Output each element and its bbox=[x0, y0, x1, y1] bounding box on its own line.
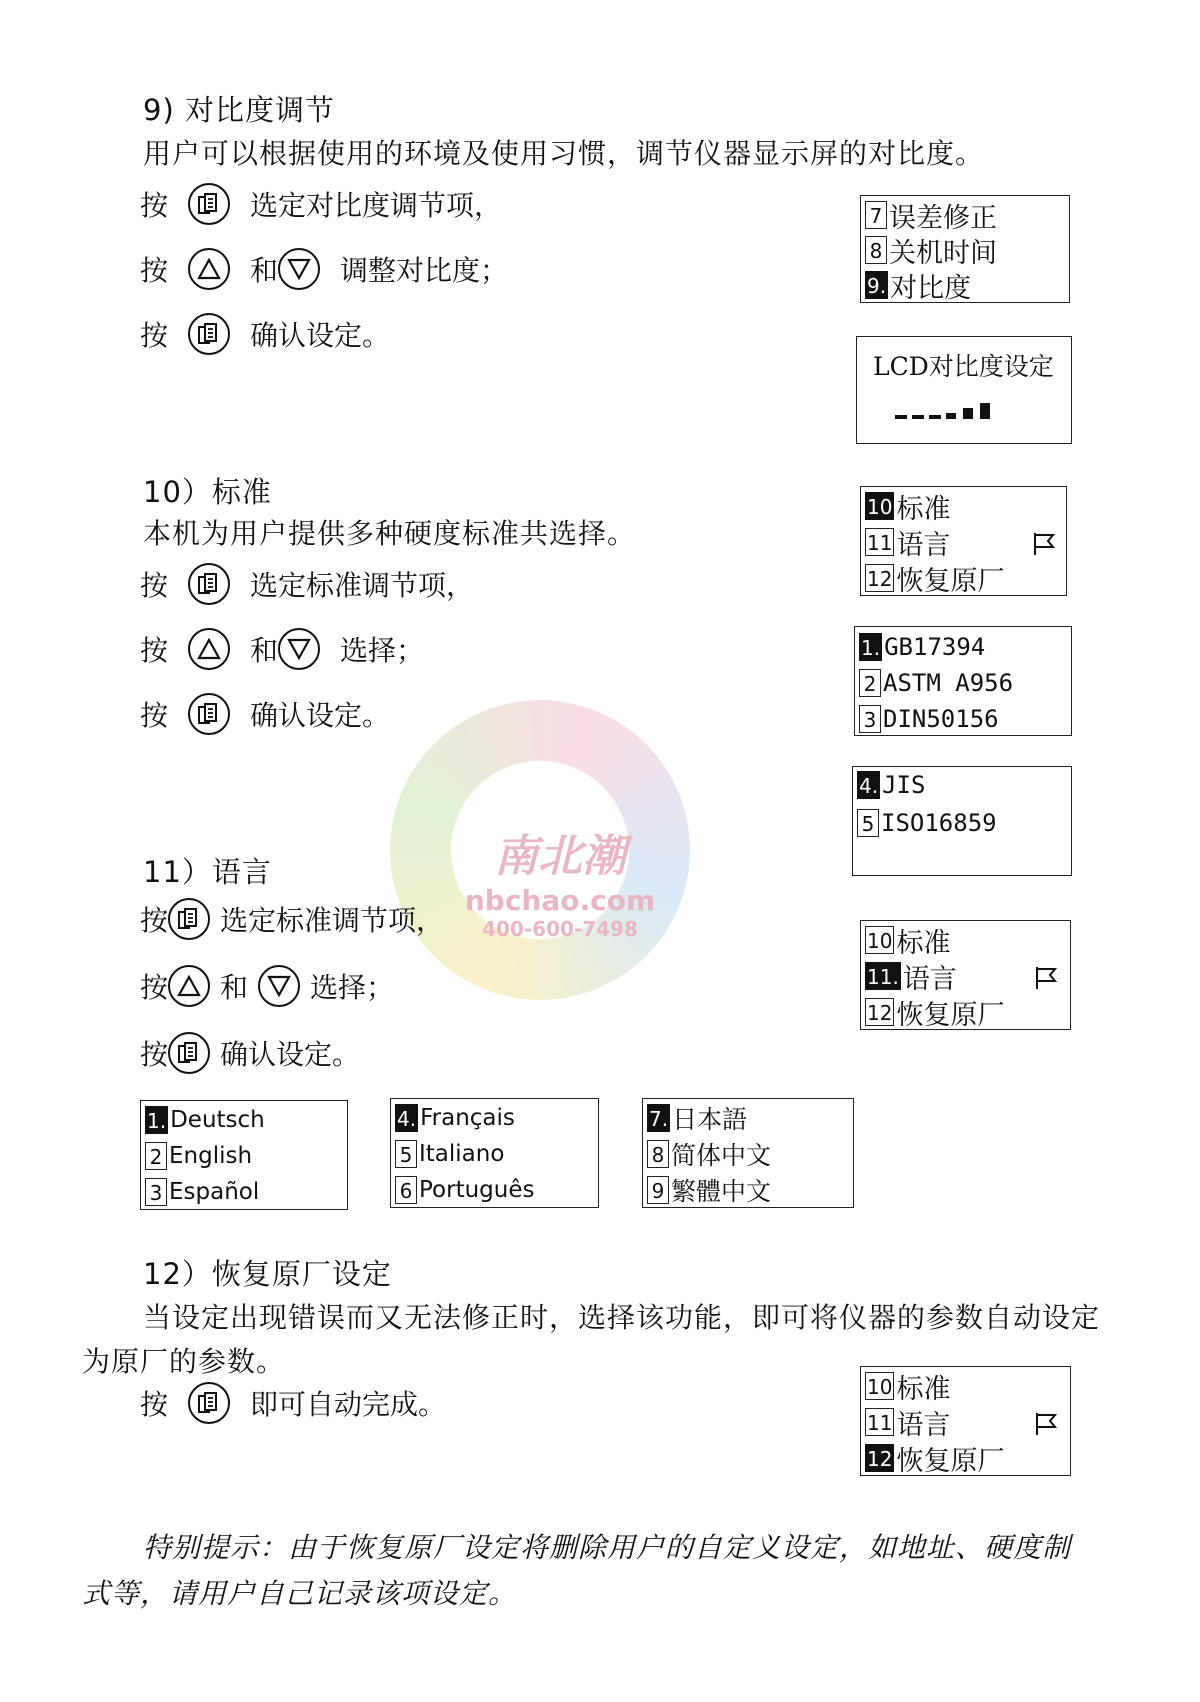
menu-label: 标准 bbox=[896, 1373, 951, 1405]
lcd-languages-page1 bbox=[140, 1100, 348, 1210]
sec12-step1 bbox=[140, 1382, 446, 1424]
standard-num: 1. bbox=[859, 633, 882, 661]
watermark-cn: 南北潮 bbox=[494, 831, 626, 882]
sec11-step3 bbox=[140, 1032, 360, 1074]
language-num: 3 bbox=[145, 1178, 167, 1206]
sec10-step1 bbox=[140, 563, 474, 605]
triangle-up-icon[interactable] bbox=[188, 628, 230, 670]
menu-num: 10 bbox=[865, 1372, 894, 1400]
language-num: 5 bbox=[395, 1140, 417, 1168]
flag-icon bbox=[1031, 531, 1057, 557]
lcd-menu-contrast bbox=[860, 195, 1070, 303]
lcd-standards-page1 bbox=[854, 626, 1072, 736]
sec9-intro: 用户可以根据使用的环境及使用习惯，调节仪器显示屏的对比度。 bbox=[143, 137, 985, 170]
sec9-step3 bbox=[140, 313, 390, 355]
menu-num: 12 bbox=[865, 564, 894, 592]
language-num: 1. bbox=[145, 1106, 168, 1134]
standard-label: GB17394 bbox=[884, 633, 986, 661]
standard-label: ISO16859 bbox=[881, 809, 997, 837]
lcd-menu-restore bbox=[860, 1366, 1071, 1476]
step-prefix: 按 bbox=[140, 569, 169, 602]
standard-num: 4. bbox=[857, 771, 880, 799]
language-num: 4. bbox=[395, 1104, 418, 1132]
language-row bbox=[145, 1104, 265, 1136]
language-row bbox=[647, 1174, 771, 1206]
menu-label: 标准 bbox=[896, 927, 951, 959]
language-row bbox=[145, 1176, 259, 1208]
language-row bbox=[647, 1102, 747, 1134]
sec9-step2 bbox=[140, 248, 508, 290]
step-prefix: 按 bbox=[140, 904, 169, 937]
menu-num: 10 bbox=[865, 926, 894, 954]
step-text: 选择； bbox=[310, 971, 395, 1004]
language-label: Italiano bbox=[419, 1141, 505, 1167]
special-note-line1: 特别提示：由于恢复原厂设定将删除用户的自定义设定，如地址、硬度制 bbox=[143, 1531, 1072, 1564]
menu-row bbox=[865, 234, 997, 269]
step-prefix: 按 bbox=[140, 1038, 169, 1071]
language-num: 9 bbox=[647, 1176, 669, 1204]
step-mid: 和 bbox=[220, 971, 249, 1004]
menu-label: 恢复原厂 bbox=[896, 565, 1005, 597]
contrast-segment bbox=[980, 403, 990, 419]
menu-num: 9. bbox=[865, 271, 888, 299]
step-mid: 和 bbox=[250, 254, 279, 287]
language-row bbox=[145, 1140, 252, 1172]
sec10-step2 bbox=[140, 628, 424, 670]
flag-icon bbox=[1033, 965, 1059, 991]
language-label: 日本語 bbox=[672, 1105, 748, 1134]
triangle-up-icon[interactable] bbox=[188, 248, 230, 290]
language-row bbox=[647, 1138, 771, 1170]
menu-row bbox=[865, 1442, 1005, 1477]
menu-num: 10 bbox=[865, 492, 894, 520]
language-label: Español bbox=[169, 1179, 260, 1205]
step-mid: 和 bbox=[250, 634, 279, 667]
standard-num: 3 bbox=[859, 705, 881, 733]
language-row bbox=[395, 1102, 515, 1134]
lcd-languages-page3 bbox=[642, 1098, 854, 1208]
lcd-contrast-setting bbox=[856, 336, 1072, 444]
standard-label: JIS bbox=[882, 771, 926, 799]
contrast-segment bbox=[895, 415, 907, 419]
menu-label: 恢复原厂 bbox=[896, 999, 1005, 1031]
menu-num: 12 bbox=[865, 998, 894, 1026]
step-text: 选定标准调节项， bbox=[250, 569, 475, 602]
lcd-menu-standard bbox=[860, 486, 1067, 596]
watermark-text bbox=[440, 820, 680, 941]
triangle-down-icon[interactable] bbox=[278, 248, 320, 290]
menu-row bbox=[865, 269, 972, 304]
step-text: 选定对比度调节项， bbox=[250, 189, 503, 222]
standard-row bbox=[859, 631, 985, 663]
sec9-heading: 9) 对比度调节 bbox=[143, 93, 335, 127]
step-prefix: 按 bbox=[140, 189, 169, 222]
standard-row bbox=[859, 703, 999, 735]
menu-label: 语言 bbox=[896, 529, 951, 561]
menu-label: 误差修正 bbox=[889, 202, 997, 234]
step-prefix: 按 bbox=[140, 699, 169, 732]
contrast-segment bbox=[946, 413, 956, 419]
menu-row bbox=[865, 1406, 951, 1441]
menu-label: 恢复原厂 bbox=[896, 1445, 1005, 1477]
language-label: 繁體中文 bbox=[671, 1177, 772, 1206]
menu-label: 关机时间 bbox=[889, 237, 997, 269]
language-row bbox=[395, 1138, 504, 1170]
sec11-heading: 11）语言 bbox=[143, 855, 272, 889]
menu-label: 对比度 bbox=[890, 272, 972, 304]
sec10-heading: 10）标准 bbox=[143, 475, 272, 509]
language-num: 2 bbox=[145, 1142, 167, 1170]
language-num: 7. bbox=[647, 1104, 670, 1132]
step-prefix: 按 bbox=[140, 1388, 169, 1421]
standard-row bbox=[857, 769, 925, 801]
menu-page-icon[interactable] bbox=[188, 183, 230, 225]
contrast-segment bbox=[963, 408, 973, 419]
special-note-line2: 式等，请用户自己记录该项设定。 bbox=[82, 1577, 518, 1610]
menu-label: 语言 bbox=[902, 963, 957, 995]
menu-row bbox=[865, 996, 1005, 1031]
sec9-step1 bbox=[140, 183, 502, 225]
contrast-segment bbox=[929, 415, 941, 419]
language-label: 简体中文 bbox=[671, 1141, 772, 1170]
step-text: 选择； bbox=[340, 634, 425, 667]
triangle-up-icon[interactable] bbox=[168, 965, 210, 1007]
sec11-step1 bbox=[140, 898, 444, 940]
menu-page-icon[interactable] bbox=[188, 693, 230, 735]
step-prefix: 按 bbox=[140, 319, 169, 352]
menu-page-icon[interactable] bbox=[188, 313, 230, 355]
menu-num: 7 bbox=[865, 201, 887, 229]
language-row bbox=[395, 1174, 534, 1206]
standard-label: ASTM A956 bbox=[883, 669, 1014, 697]
standard-label: DIN50156 bbox=[883, 705, 999, 733]
sec12-heading: 12）恢复原厂设定 bbox=[143, 1257, 392, 1291]
menu-row bbox=[865, 562, 1005, 597]
language-label: Français bbox=[420, 1105, 515, 1131]
menu-page-icon[interactable] bbox=[188, 1382, 230, 1424]
step-prefix: 按 bbox=[140, 971, 169, 1004]
menu-row bbox=[865, 1370, 951, 1405]
menu-num: 11 bbox=[865, 1408, 894, 1436]
menu-label: 标准 bbox=[896, 493, 951, 525]
standard-num: 2 bbox=[859, 669, 881, 697]
step-prefix: 按 bbox=[140, 254, 169, 287]
sec10-intro: 本机为用户提供多种硬度标准共选择。 bbox=[143, 517, 637, 550]
menu-row bbox=[865, 924, 951, 959]
step-text: 即可自动完成。 bbox=[250, 1388, 447, 1421]
language-label: Português bbox=[419, 1177, 535, 1203]
triangle-down-icon[interactable] bbox=[278, 628, 320, 670]
step-prefix: 按 bbox=[140, 634, 169, 667]
sec12-intro-line2: 为原厂的参数。 bbox=[82, 1345, 286, 1378]
contrast-segment bbox=[912, 415, 924, 419]
menu-page-icon[interactable] bbox=[168, 1032, 210, 1074]
flag-icon bbox=[1033, 1411, 1059, 1437]
menu-page-icon[interactable] bbox=[168, 898, 210, 940]
language-label: Deutsch bbox=[170, 1107, 265, 1133]
menu-row bbox=[865, 960, 957, 995]
menu-num: 11. bbox=[865, 962, 901, 990]
step-text: 确认设定。 bbox=[250, 319, 391, 352]
menu-row bbox=[865, 490, 951, 525]
step-text: 选定标准调节项， bbox=[220, 904, 445, 937]
step-text: 调整对比度； bbox=[340, 254, 509, 287]
language-num: 6 bbox=[395, 1176, 417, 1204]
standard-row bbox=[859, 667, 1013, 699]
watermark-phone: 400-600-7498 bbox=[482, 917, 638, 941]
language-num: 8 bbox=[647, 1140, 669, 1168]
contrast-bar bbox=[895, 397, 1005, 423]
menu-num: 12 bbox=[865, 1444, 894, 1472]
lcd-menu-language bbox=[860, 920, 1071, 1030]
lcd-languages-page2 bbox=[390, 1098, 599, 1208]
menu-row bbox=[865, 199, 997, 234]
standard-num: 5 bbox=[857, 809, 879, 837]
menu-num: 8 bbox=[865, 236, 887, 264]
lcd-title: LCD对比度设定 bbox=[873, 352, 1054, 381]
menu-row bbox=[865, 526, 951, 561]
sec11-step2 bbox=[140, 965, 394, 1007]
menu-label: 语言 bbox=[896, 1409, 951, 1441]
step-text: 确认设定。 bbox=[250, 699, 391, 732]
lcd-standards-page2 bbox=[852, 766, 1072, 876]
language-label: English bbox=[169, 1143, 253, 1169]
menu-num: 11 bbox=[865, 528, 894, 556]
sec10-step3 bbox=[140, 693, 390, 735]
watermark-domain: nbchao.com bbox=[464, 884, 656, 917]
sec12-intro-line1: 当设定出现错误而又无法修正时，选择该功能，即可将仪器的参数自动设定 bbox=[143, 1301, 1101, 1334]
standard-row bbox=[857, 807, 997, 839]
triangle-down-icon[interactable] bbox=[258, 965, 300, 1007]
step-text: 确认设定。 bbox=[220, 1038, 361, 1071]
menu-page-icon[interactable] bbox=[188, 563, 230, 605]
